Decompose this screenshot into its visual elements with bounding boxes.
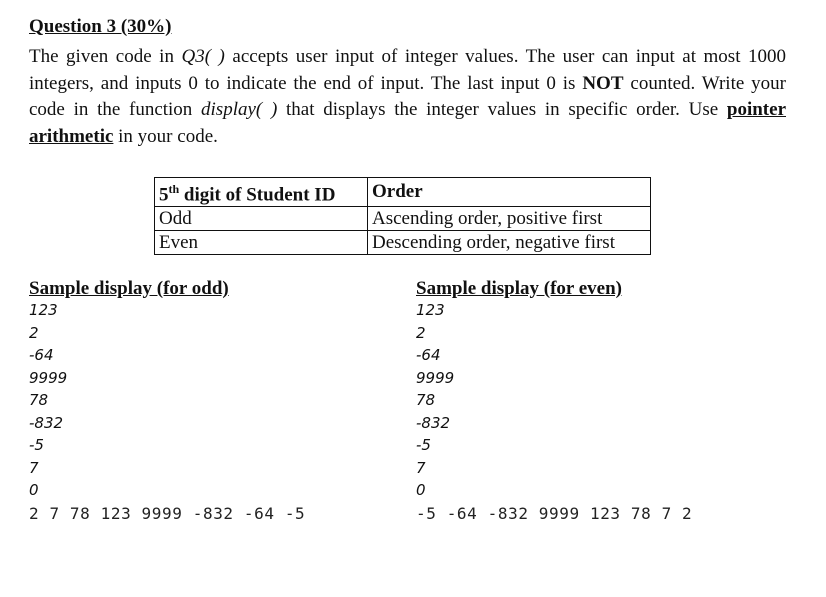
- sample-title: Sample display (for odd): [29, 278, 229, 299]
- question-text-part: in your code.: [113, 125, 218, 147]
- list-item: -64: [416, 346, 441, 364]
- list-item: -64: [29, 346, 54, 364]
- list-item: 9999: [416, 368, 455, 387]
- pointer-arithmetic-emphasis: pointer arithmetic: [29, 99, 786, 147]
- question-text-part: The given code in: [29, 46, 182, 67]
- sample-display-even: [416, 279, 692, 523]
- header-digit-number: 5: [159, 184, 169, 206]
- table-cell-order: Ascending order, positive first: [368, 207, 651, 231]
- list-item: 123: [29, 301, 58, 319]
- table-row: [155, 231, 651, 255]
- table-header-digit: [155, 178, 368, 207]
- table-cell-digit: Odd: [155, 207, 368, 231]
- list-item: -5: [416, 436, 431, 454]
- list-item: -832: [416, 413, 451, 432]
- question-text-part: that displays the integer values in specific order. Use: [277, 99, 727, 120]
- question-text-part: counted. Write your code in the function: [29, 72, 786, 120]
- table-cell-order: Descending order, negative first: [368, 231, 651, 255]
- list-item: 7: [416, 458, 426, 477]
- sample-display-odd: [29, 279, 305, 523]
- table-row: [155, 207, 651, 231]
- sample-output-line: -5 -64 -832 9999 123 78 7 2: [416, 503, 693, 523]
- sample-input-list: [29, 299, 305, 502]
- list-item: -832: [29, 413, 64, 432]
- q3-function-name: Q3( ): [181, 46, 225, 67]
- student-id-order-table: [154, 177, 651, 255]
- list-item: 123: [416, 301, 445, 319]
- list-item: 0: [416, 481, 426, 499]
- list-item: -5: [29, 436, 44, 454]
- list-item: 78: [416, 391, 436, 409]
- not-emphasis: NOT: [582, 72, 624, 94]
- list-item: 7: [29, 458, 39, 477]
- sample-output-line: 2 7 78 123 9999 -832 -64 -5: [29, 503, 306, 523]
- sample-title: Sample display (for even): [416, 278, 623, 299]
- table-cell-digit: Even: [155, 231, 368, 255]
- list-item: 78: [29, 391, 49, 409]
- sample-input-list: [416, 299, 692, 502]
- header-digit-suffix: th: [168, 182, 180, 196]
- question-heading: Question 3 (30%): [29, 16, 172, 37]
- list-item: 2: [29, 323, 39, 342]
- question-text: [29, 44, 786, 150]
- list-item: 0: [29, 481, 39, 499]
- list-item: 2: [416, 323, 426, 342]
- list-item: 9999: [29, 368, 68, 387]
- table-header-row: [155, 178, 651, 207]
- question-text-part: accepts user input of integer values. The user can input at most 1000 integers, and inputs 0 to indicate the end of input. The last input 0 is: [29, 46, 786, 94]
- header-digit-label: digit of Student ID: [179, 184, 336, 206]
- table-header-order: Order: [368, 178, 651, 207]
- display-function-name: display( ): [201, 99, 278, 120]
